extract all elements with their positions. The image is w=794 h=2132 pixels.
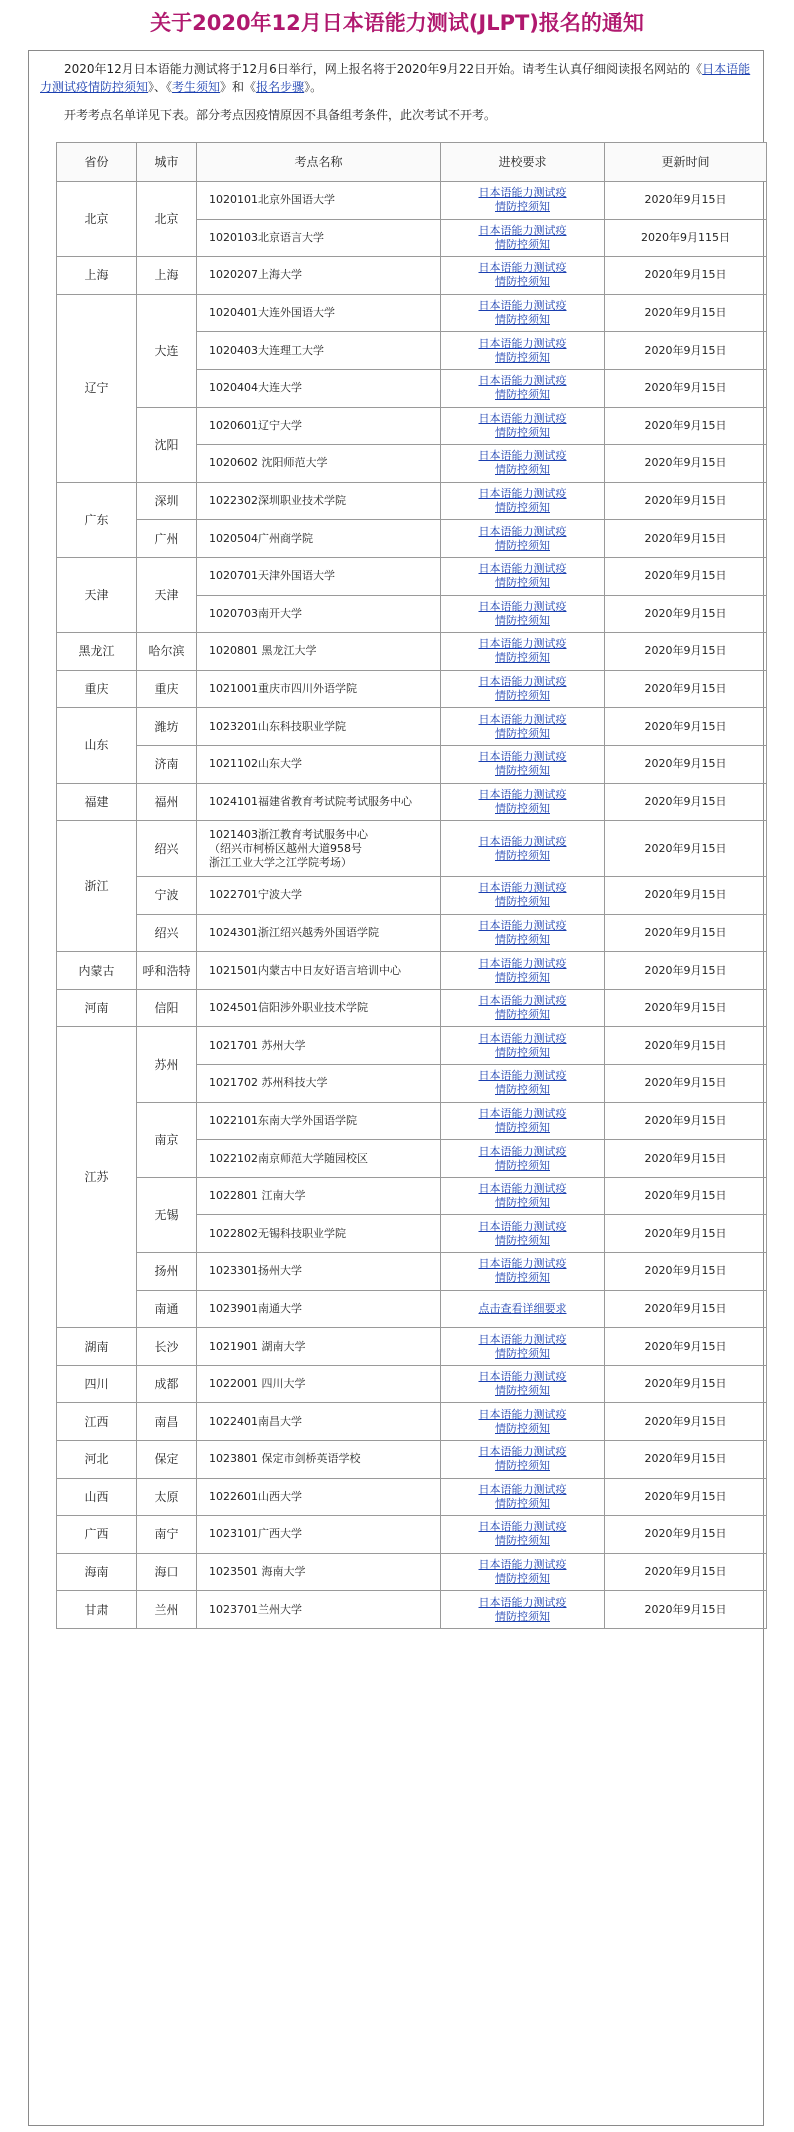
table-row (57, 1027, 767, 1065)
city-cell: 无锡 (137, 1177, 197, 1252)
site-name-cell: 1024501信阳涉外职业技术学院 (197, 989, 441, 1027)
site-name-line: 1021403浙江教育考试服务中心 (209, 827, 368, 841)
update-time-cell: 2020年9月15日 (605, 557, 767, 595)
update-time-cell: 2020年9月15日 (605, 1591, 767, 1629)
epidemic-requirement-link[interactable]: 日本语能力测试疫情防控须知 (478, 562, 567, 590)
epidemic-requirement-link[interactable]: 日本语能力测试疫情防控须知 (478, 1520, 567, 1548)
site-name-cell: 1024301浙江绍兴越秀外国语学院 (197, 914, 441, 952)
city-cell: 呼和浩特 (137, 952, 197, 990)
epidemic-requirement-link[interactable]: 日本语能力测试疫情防控须知 (478, 1031, 567, 1059)
update-time-cell: 2020年9月15日 (605, 952, 767, 990)
province-cell: 江西 (57, 1403, 137, 1441)
table-row (57, 745, 767, 783)
city-cell: 南宁 (137, 1516, 197, 1554)
requirement-cell (441, 407, 605, 445)
city-cell: 大连 (137, 294, 197, 407)
update-time-cell: 2020年9月15日 (605, 1516, 767, 1554)
city-cell: 沈阳 (137, 407, 197, 482)
epidemic-requirement-link[interactable]: 日本语能力测试疫情防控须知 (478, 1182, 567, 1210)
site-name-cell: 1022701宁波大学 (197, 877, 441, 915)
requirement-cell (441, 1253, 605, 1291)
epidemic-requirement-link[interactable]: 日本语能力测试疫情防控须知 (478, 994, 567, 1022)
site-name-cell (197, 821, 441, 877)
city-cell: 上海 (137, 257, 197, 295)
province-cell: 海南 (57, 1553, 137, 1591)
update-time-cell: 2020年9月15日 (605, 914, 767, 952)
update-time-cell: 2020年9月15日 (605, 877, 767, 915)
epidemic-requirement-link[interactable]: 日本语能力测试疫情防控须知 (478, 487, 567, 515)
update-time-cell: 2020年9月15日 (605, 1215, 767, 1253)
header-update-time: 更新时间 (605, 143, 767, 182)
update-time-cell: 2020年9月15日 (605, 1403, 767, 1441)
epidemic-requirement-link[interactable]: 日本语能力测试疫情防控须知 (478, 712, 567, 740)
province-cell: 广东 (57, 482, 137, 557)
requirement-cell (441, 1290, 605, 1328)
epidemic-requirement-link[interactable]: 日本语能力测试疫情防控须知 (478, 1106, 567, 1134)
province-cell: 山西 (57, 1478, 137, 1516)
requirement-cell (441, 1553, 605, 1591)
province-cell: 山东 (57, 708, 137, 783)
requirement-cell (441, 445, 605, 483)
province-cell: 辽宁 (57, 294, 137, 482)
requirement-cell (441, 219, 605, 257)
city-cell: 哈尔滨 (137, 633, 197, 671)
site-name-cell: 1020602 沈阳师范大学 (197, 445, 441, 483)
update-time-cell: 2020年9月15日 (605, 520, 767, 558)
requirement-cell (441, 1177, 605, 1215)
table-row (57, 482, 767, 520)
table-row (57, 633, 767, 671)
requirement-cell (441, 952, 605, 990)
intro-text-d: 》。 (304, 80, 323, 94)
update-time-cell: 2020年9月15日 (605, 332, 767, 370)
epidemic-requirement-link[interactable]: 日本语能力测试疫情防控须知 (478, 1370, 567, 1398)
site-name-cell: 1021102山东大学 (197, 745, 441, 783)
table-row (57, 557, 767, 595)
requirement-cell (441, 332, 605, 370)
update-time-cell: 2020年9月15日 (605, 745, 767, 783)
province-cell: 重庆 (57, 670, 137, 708)
table-row (57, 294, 767, 332)
table-row (57, 1290, 767, 1328)
city-cell: 苏州 (137, 1027, 197, 1102)
site-name-cell: 1023801 保定市剑桥英语学校 (197, 1441, 441, 1479)
requirement-cell (441, 1065, 605, 1103)
table-row (57, 1516, 767, 1554)
site-address-line: 浙江工业大学之江学院考场） (209, 855, 352, 869)
epidemic-requirement-link[interactable]: 日本语能力测试疫情防控须知 (478, 411, 567, 439)
city-cell: 成都 (137, 1365, 197, 1403)
site-name-cell: 1022401南昌大学 (197, 1403, 441, 1441)
site-name-cell: 1022801 江南大学 (197, 1177, 441, 1215)
table-row (57, 1328, 767, 1366)
site-name-cell: 1021702 苏州科技大学 (197, 1065, 441, 1103)
epidemic-requirement-link[interactable]: 日本语能力测试疫情防控须知 (478, 449, 567, 477)
update-time-cell: 2020年9月15日 (605, 989, 767, 1027)
intro-text-b: 》、《 (148, 80, 173, 94)
table-row (57, 952, 767, 990)
table-row (57, 670, 767, 708)
epidemic-requirement-link[interactable]: 点击查看详细要求 (478, 1301, 567, 1315)
province-cell: 内蒙古 (57, 952, 137, 990)
table-row (57, 1591, 767, 1629)
site-name-cell: 1020403大连理工大学 (197, 332, 441, 370)
requirement-cell (441, 989, 605, 1027)
update-time-cell: 2020年9月15日 (605, 821, 767, 877)
city-cell: 绍兴 (137, 821, 197, 877)
city-cell: 重庆 (137, 670, 197, 708)
province-cell: 湖南 (57, 1328, 137, 1366)
requirement-cell (441, 914, 605, 952)
requirement-cell (441, 1516, 605, 1554)
update-time-cell: 2020年9月15日 (605, 1027, 767, 1065)
epidemic-requirement-link[interactable]: 日本语能力测试疫情防控须知 (478, 1144, 567, 1172)
test-sites-table (56, 142, 767, 1629)
update-time-cell: 2020年9月115日 (605, 219, 767, 257)
site-name-cell: 1022601山西大学 (197, 1478, 441, 1516)
requirement-cell (441, 1102, 605, 1140)
update-time-cell: 2020年9月15日 (605, 1478, 767, 1516)
header-province: 省份 (57, 143, 137, 182)
city-cell: 北京 (137, 182, 197, 257)
requirement-cell (441, 520, 605, 558)
update-time-cell: 2020年9月15日 (605, 1290, 767, 1328)
header-site-name: 考点名称 (197, 143, 441, 182)
page-title: 关于2020年12月日本语能力测试(JLPT)报名的通知 (150, 11, 644, 35)
site-name-cell: 1021701 苏州大学 (197, 1027, 441, 1065)
update-time-cell: 2020年9月15日 (605, 595, 767, 633)
site-name-cell: 1020701天津外国语大学 (197, 557, 441, 595)
table-row (57, 407, 767, 445)
site-name-cell: 1020801 黑龙江大学 (197, 633, 441, 671)
site-name-cell: 1020404大连大学 (197, 369, 441, 407)
city-cell: 南京 (137, 1102, 197, 1177)
epidemic-requirement-link[interactable]: 日本语能力测试疫情防控须知 (478, 223, 567, 251)
table-row (57, 1365, 767, 1403)
header-entry-requirement: 进校要求 (441, 143, 605, 182)
table-row (57, 1403, 767, 1441)
city-cell: 保定 (137, 1441, 197, 1479)
requirement-cell (441, 821, 605, 877)
table-row (57, 877, 767, 915)
province-cell: 四川 (57, 1365, 137, 1403)
site-name-cell: 1020601辽宁大学 (197, 407, 441, 445)
epidemic-requirement-link[interactable]: 日本语能力测试疫情防控须知 (478, 918, 567, 946)
update-time-cell: 2020年9月15日 (605, 407, 767, 445)
province-cell: 北京 (57, 182, 137, 257)
site-name-cell: 1021001重庆市四川外语学院 (197, 670, 441, 708)
city-cell: 兰州 (137, 1591, 197, 1629)
intro-text-a: 2020年12月日本语能力测试将于12月6日举行，网上报名将于2020年9月22日开始。请考生认真仔细阅读报名网站的《 (64, 62, 703, 76)
requirement-cell (441, 1403, 605, 1441)
epidemic-requirement-link[interactable]: 日本语能力测试疫情防控须知 (478, 1595, 567, 1623)
province-cell: 甘肃 (57, 1591, 137, 1629)
site-name-cell: 1020207上海大学 (197, 257, 441, 295)
site-name-cell: 1023501 海南大学 (197, 1553, 441, 1591)
table-row (57, 1253, 767, 1291)
epidemic-requirement-link[interactable]: 日本语能力测试疫情防控须知 (478, 524, 567, 552)
province-cell: 黑龙江 (57, 633, 137, 671)
site-name-cell: 1021901 湖南大学 (197, 1328, 441, 1366)
table-row (57, 1478, 767, 1516)
update-time-cell: 2020年9月15日 (605, 1328, 767, 1366)
link-epidemic-notice[interactable]: 日本语能力测试疫情防控须知 (40, 62, 751, 94)
city-cell: 信阳 (137, 989, 197, 1027)
province-cell: 广西 (57, 1516, 137, 1554)
requirement-cell (441, 1365, 605, 1403)
update-time-cell: 2020年9月15日 (605, 708, 767, 746)
update-time-cell: 2020年9月15日 (605, 1253, 767, 1291)
epidemic-requirement-link[interactable]: 日本语能力测试疫情防控须知 (478, 750, 567, 778)
epidemic-requirement-link[interactable]: 日本语能力测试疫情防控须知 (478, 1219, 567, 1247)
site-address-line: （绍兴市柯桥区越州大道958号 (209, 841, 362, 855)
epidemic-requirement-link[interactable]: 日本语能力测试疫情防控须知 (478, 675, 567, 703)
province-cell: 上海 (57, 257, 137, 295)
epidemic-requirement-link[interactable]: 日本语能力测试疫情防控须知 (478, 787, 567, 815)
province-cell: 福建 (57, 783, 137, 821)
table-row (57, 1177, 767, 1215)
requirement-cell (441, 783, 605, 821)
site-name-cell: 1022302深圳职业技术学院 (197, 482, 441, 520)
province-cell: 浙江 (57, 821, 137, 952)
site-name-cell: 1023701兰州大学 (197, 1591, 441, 1629)
province-cell: 河南 (57, 989, 137, 1027)
table-row (57, 257, 767, 295)
update-time-cell: 2020年9月15日 (605, 1140, 767, 1178)
site-name-cell: 1021501内蒙古中日友好语言培训中心 (197, 952, 441, 990)
requirement-cell (441, 369, 605, 407)
link-registration-steps[interactable]: 报名步骤 (256, 80, 305, 94)
site-name-cell: 1022802无锡科技职业学院 (197, 1215, 441, 1253)
update-time-cell: 2020年9月15日 (605, 1177, 767, 1215)
site-name-cell: 1022102南京师范大学随园校区 (197, 1140, 441, 1178)
city-cell: 潍坊 (137, 708, 197, 746)
city-cell: 天津 (137, 557, 197, 632)
update-time-cell: 2020年9月15日 (605, 257, 767, 295)
epidemic-requirement-link[interactable]: 日本语能力测试疫情防控须知 (478, 834, 567, 862)
city-cell: 深圳 (137, 482, 197, 520)
intro-text (40, 60, 760, 124)
requirement-cell (441, 1027, 605, 1065)
requirement-cell (441, 670, 605, 708)
intro-text-c: 》和《 (220, 80, 257, 94)
epidemic-requirement-link[interactable]: 日本语能力测试疫情防控须知 (478, 1482, 567, 1510)
table-row (57, 1441, 767, 1479)
province-cell: 天津 (57, 557, 137, 632)
epidemic-requirement-link[interactable]: 日本语能力测试疫情防控须知 (478, 374, 567, 402)
epidemic-requirement-link[interactable]: 日本语能力测试疫情防控须知 (478, 881, 567, 909)
table-row (57, 914, 767, 952)
epidemic-requirement-link[interactable]: 日本语能力测试疫情防控须知 (478, 1558, 567, 1586)
requirement-cell (441, 708, 605, 746)
epidemic-requirement-link[interactable]: 日本语能力测试疫情防控须知 (478, 956, 567, 984)
update-time-cell: 2020年9月15日 (605, 1553, 767, 1591)
site-name-cell: 1022001 四川大学 (197, 1365, 441, 1403)
update-time-cell: 2020年9月15日 (605, 445, 767, 483)
city-cell: 南昌 (137, 1403, 197, 1441)
requirement-cell (441, 1478, 605, 1516)
site-name-cell: 1020703南开大学 (197, 595, 441, 633)
intro-note: 开考考点名单详见下表。部分考点因疫情原因不具备组考条件，此次考试不开考。 (64, 108, 497, 122)
requirement-cell (441, 182, 605, 220)
requirement-cell (441, 633, 605, 671)
site-name-cell: 1020103北京语言大学 (197, 219, 441, 257)
table-row (57, 1553, 767, 1591)
requirement-cell (441, 1328, 605, 1366)
city-cell: 济南 (137, 745, 197, 783)
epidemic-requirement-link[interactable]: 日本语能力测试疫情防控须知 (478, 261, 567, 289)
city-cell: 长沙 (137, 1328, 197, 1366)
requirement-cell (441, 877, 605, 915)
requirement-cell (441, 557, 605, 595)
requirement-cell (441, 482, 605, 520)
epidemic-requirement-link[interactable]: 日本语能力测试疫情防控须知 (478, 186, 567, 214)
city-cell: 扬州 (137, 1253, 197, 1291)
requirement-cell (441, 1591, 605, 1629)
epidemic-requirement-link[interactable]: 日本语能力测试疫情防控须知 (478, 599, 567, 627)
table-row (57, 708, 767, 746)
city-cell: 太原 (137, 1478, 197, 1516)
requirement-cell (441, 745, 605, 783)
epidemic-requirement-link[interactable]: 日本语能力测试疫情防控须知 (478, 1257, 567, 1285)
site-name-cell: 1023301扬州大学 (197, 1253, 441, 1291)
site-name-cell: 1022101东南大学外国语学院 (197, 1102, 441, 1140)
site-name-cell: 1020504广州商学院 (197, 520, 441, 558)
city-cell: 海口 (137, 1553, 197, 1591)
province-cell: 江苏 (57, 1027, 137, 1328)
city-cell: 绍兴 (137, 914, 197, 952)
header-city: 城市 (137, 143, 197, 182)
epidemic-requirement-link[interactable]: 日本语能力测试疫情防控须知 (478, 1445, 567, 1473)
table-row (57, 1102, 767, 1140)
update-time-cell: 2020年9月15日 (605, 369, 767, 407)
requirement-cell (441, 1140, 605, 1178)
site-name-cell: 1024101福建省教育考试院考试服务中心 (197, 783, 441, 821)
update-time-cell: 2020年9月15日 (605, 182, 767, 220)
table-row (57, 182, 767, 220)
table-row (57, 520, 767, 558)
city-cell: 广州 (137, 520, 197, 558)
requirement-cell (441, 294, 605, 332)
site-name-cell: 1023201山东科技职业学院 (197, 708, 441, 746)
epidemic-requirement-link[interactable]: 日本语能力测试疫情防控须知 (478, 299, 567, 327)
province-cell: 河北 (57, 1441, 137, 1479)
table-row (57, 989, 767, 1027)
update-time-cell: 2020年9月15日 (605, 783, 767, 821)
update-time-cell: 2020年9月15日 (605, 670, 767, 708)
update-time-cell: 2020年9月15日 (605, 1441, 767, 1479)
city-cell: 宁波 (137, 877, 197, 915)
epidemic-requirement-link[interactable]: 日本语能力测试疫情防控须知 (478, 637, 567, 665)
update-time-cell: 2020年9月15日 (605, 1365, 767, 1403)
table-row (57, 821, 767, 877)
requirement-cell (441, 595, 605, 633)
epidemic-requirement-link[interactable]: 日本语能力测试疫情防控须知 (478, 1332, 567, 1360)
city-cell: 福州 (137, 783, 197, 821)
requirement-cell (441, 1215, 605, 1253)
epidemic-requirement-link[interactable]: 日本语能力测试疫情防控须知 (478, 1407, 567, 1435)
site-name-cell: 1020101北京外国语大学 (197, 182, 441, 220)
link-candidate-notice[interactable]: 考生须知 (172, 80, 221, 94)
table-row (57, 783, 767, 821)
requirement-cell (441, 1441, 605, 1479)
update-time-cell: 2020年9月15日 (605, 1102, 767, 1140)
site-name-cell: 1020401大连外国语大学 (197, 294, 441, 332)
city-cell: 南通 (137, 1290, 197, 1328)
table-header-row (57, 143, 767, 182)
requirement-cell (441, 257, 605, 295)
update-time-cell: 2020年9月15日 (605, 1065, 767, 1103)
site-name-cell: 1023101广西大学 (197, 1516, 441, 1554)
update-time-cell: 2020年9月15日 (605, 633, 767, 671)
site-name-cell: 1023901南通大学 (197, 1290, 441, 1328)
update-time-cell: 2020年9月15日 (605, 294, 767, 332)
update-time-cell: 2020年9月15日 (605, 482, 767, 520)
intro-paragraph (40, 60, 760, 96)
epidemic-requirement-link[interactable]: 日本语能力测试疫情防控须知 (478, 1069, 567, 1097)
epidemic-requirement-link[interactable]: 日本语能力测试疫情防控须知 (478, 336, 567, 364)
